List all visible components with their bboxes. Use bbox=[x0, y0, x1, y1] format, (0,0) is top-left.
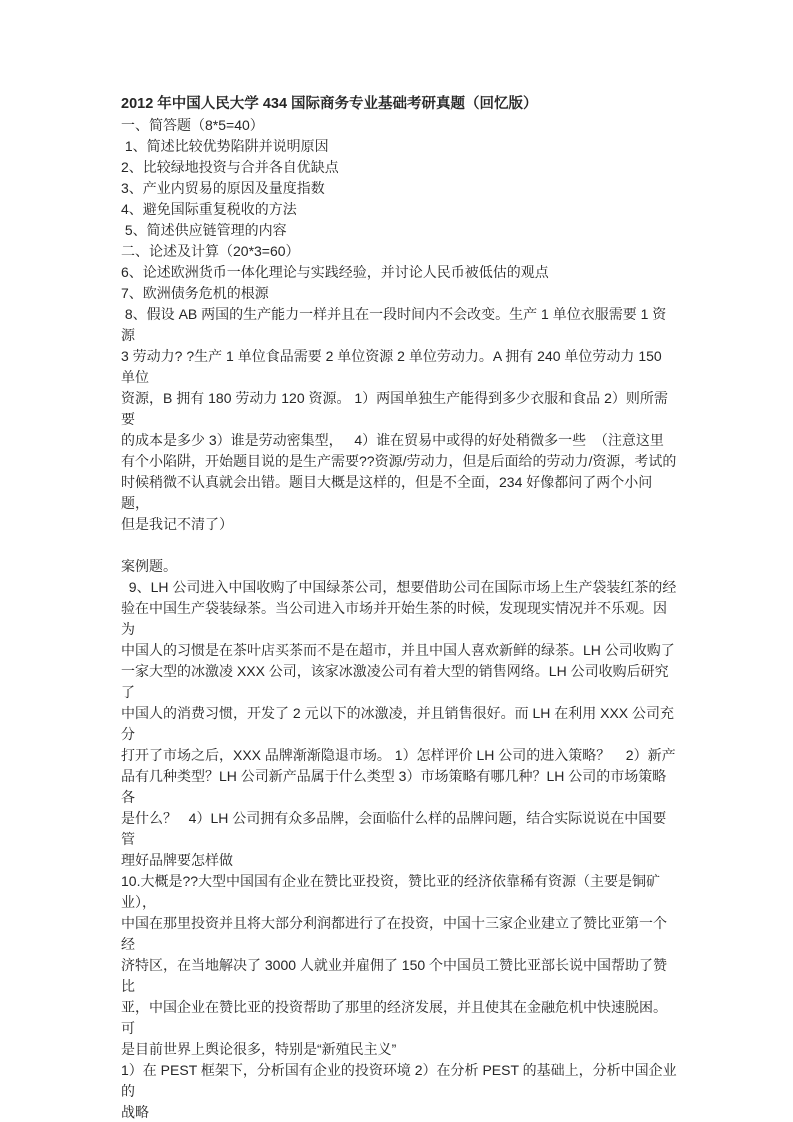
text-line: 2、比较绿地投资与合并各自优缺点 bbox=[121, 159, 339, 175]
text-line: 中国在那里投资并且将大部分利润都进行了在投资，中国十三家企业建立了赞比亚第一个经 bbox=[121, 915, 667, 952]
text-line: 1、简述比较优势陷阱并说明原因 bbox=[121, 138, 329, 154]
text-line: 时候稍微不认真就会出错。题目大概是这样的，但是不全面，234 好像都问了两个小问题， bbox=[121, 474, 653, 511]
text-line: 4、避免国际重复税收的方法 bbox=[121, 201, 297, 217]
text-line: 但是我记不清了） bbox=[121, 516, 233, 532]
text-line: 验在中国生产袋装绿茶。当公司进入市场并开始生茶的时候，发现现实情况并不乐观。因为 bbox=[121, 600, 667, 637]
text-line: 是什么？ 4）LH 公司拥有众多品牌，会面临什么样的品牌问题，结合实际说说在中国要管 bbox=[121, 810, 667, 847]
text-line: 战略 bbox=[121, 1104, 149, 1120]
text-line: 资源，B 拥有 180 劳动力 120 资源。 1）两国单独生产能得到多少衣服和食品 2）则所需要 bbox=[121, 390, 668, 427]
document-text-block bbox=[121, 94, 677, 1122]
text-line: 是目前世界上舆论很多，特别是“新殖民主义” bbox=[121, 1041, 397, 1057]
text-line: 有个小陷阱，开始题目说的是生产需要??资源/劳动力，但是后面给的劳动力/资源，考试的 bbox=[121, 453, 677, 469]
text-line: 5、简述供应链管理的内容 bbox=[121, 222, 287, 238]
text-line: 品有几种类型？LH 公司新产品属于什么类型 3）市场策略有哪几种？LH 公司的市场策略各 bbox=[121, 768, 667, 805]
text-line: 9、LH 公司进入中国收购了中国绿茶公司，想要借助公司在国际市场上生产袋装红茶的经 bbox=[121, 579, 677, 595]
text-line: 亚，中国企业在赞比亚的投资帮助了那里的经济发展，并且使其在金融危机中快速脱困。可 bbox=[121, 999, 667, 1036]
text-line: 一家大型的冰激凌 XXX 公司，该家冰激凌公司有着大型的销售网络。LH 公司收购后研究了 bbox=[121, 663, 669, 700]
text-line: 理好品牌要怎样做 bbox=[121, 852, 233, 868]
text-line: 济特区，在当地解决了 3000 人就业并雇佣了 150 个中国员工赞比亚部长说中国帮助了赞比 bbox=[121, 957, 668, 994]
text-line: 10.大概是??大型中国国有企业在赞比亚投资，赞比亚的经济依靠稀有资源（主要是铜矿业）， bbox=[121, 873, 661, 910]
text-line: 3 劳动力? ?生产 1 单位食品需要 2 单位资源 2 单位劳动力。A 拥有 240 单位劳动力 150 单位 bbox=[121, 348, 666, 385]
text-line: 案例题。 bbox=[121, 558, 177, 574]
text-line: 打开了市场之后，XXX 品牌渐渐隐退市场。 1）怎样评价 LH 公司的进入策略？ 2）新产 bbox=[121, 747, 676, 763]
text-line: 中国人的消费习惯，开发了 2 元以下的冰激凌，并且销售很好。而 LH 在利用 XXX 公司充分 bbox=[121, 705, 675, 742]
text-line: 1）在 PEST 框架下，分析国有企业的投资环境 2）在分析 PEST 的基础上，分析中国企业的 bbox=[121, 1062, 677, 1099]
text-line: 6、论述欧洲货币一体化理论与实践经验，并讨论人民币被低估的观点 bbox=[121, 264, 549, 280]
text-line: 3、产业内贸易的原因及量度指数 bbox=[121, 180, 325, 196]
text-line: 二、论述及计算（20*3=60） bbox=[121, 243, 300, 259]
blank-line bbox=[121, 535, 677, 556]
text-line: 中国人的习惯是在茶叶店买茶而不是在超市，并且中国人喜欢新鲜的绿茶。LH 公司收购了 bbox=[121, 642, 675, 658]
text-line: 一、简答题（8*5=40） bbox=[121, 117, 264, 133]
document-title: 2012 年中国人民大学 434 国际商务专业基础考研真题（回忆版） bbox=[121, 96, 538, 112]
text-line: 8、假设 AB 两国的生产能力一样并且在一段时间内不会改变。生产 1 单位衣服需要 1 资源 bbox=[121, 306, 667, 343]
text-line: 7、欧洲债务危机的根源 bbox=[121, 285, 269, 301]
text-line: 的成本是多少 3）谁是劳动密集型， 4）谁在贸易中或得的好处稍微多一些 （注意这里 bbox=[121, 432, 664, 448]
